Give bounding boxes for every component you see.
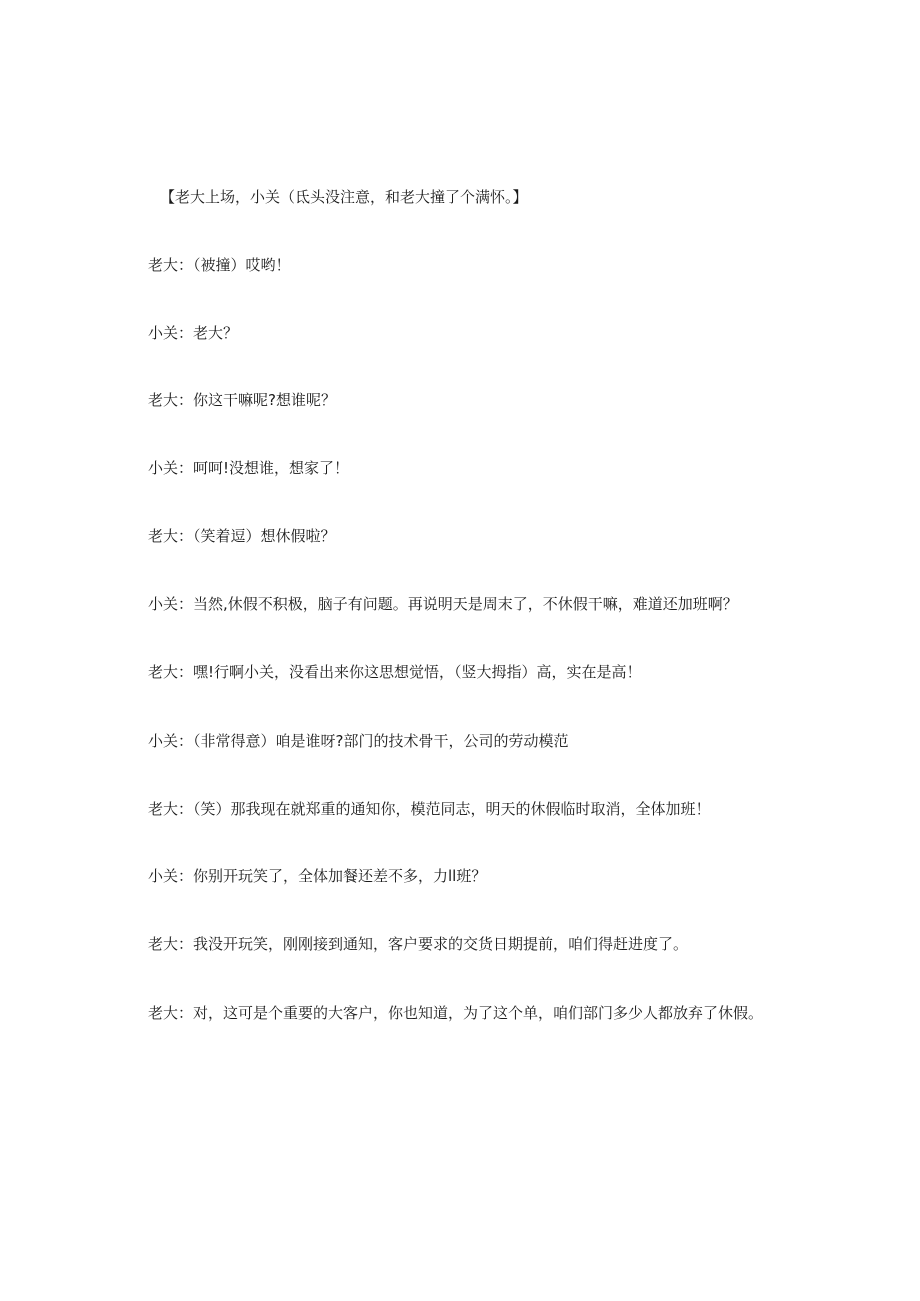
dialogue-line: 老大：（笑）那我现在就郑重的通知你，模范同志，明天的休假临时取消，全体加班！ bbox=[148, 800, 711, 818]
dialogue-line: 老大：对，这可是个重要的大客户，你也知道，为了这个单，咱们部门多少人都放弃了休假。 bbox=[148, 1004, 764, 1022]
dialogue-line: 小关：老大？ bbox=[148, 324, 239, 342]
dialogue-line: 老大：我没开玩笑，刚刚接到通知，客户要求的交货日期提前，咱们得赶进度了。 bbox=[148, 935, 689, 953]
dialogue-line: 小关：呵呵!没想谁，想家了！ bbox=[148, 459, 350, 477]
stage-direction: 【老大上场，小关（氐头没注意，和老大撞了个满怀。】 bbox=[160, 188, 528, 206]
dialogue-line: 小关：你别开玩笑了，全体加餐还差不多，力ll班？ bbox=[148, 867, 487, 885]
dialogue-line: 老大：（笑着逗）想休假啦？ bbox=[148, 527, 336, 545]
dialogue-line: 老大：你这干嘛呢?想谁呢？ bbox=[148, 391, 336, 409]
dialogue-line: 老大：（被撞）哎哟！ bbox=[148, 256, 291, 274]
dialogue-line: 小关：（非常得意）咱是谁呀?部门的技术骨干，公司的劳动模范 bbox=[148, 732, 569, 750]
dialogue-line: 老大：嘿!行啊小关，没看出来你这思想觉悟，（竖大拇指）高，实在是高！ bbox=[148, 663, 642, 681]
dialogue-line: 小关：当然,休假不积极，脑子有问题。再说明天是周末了，不休假干嘛，难道还加班啊？ bbox=[148, 595, 738, 613]
